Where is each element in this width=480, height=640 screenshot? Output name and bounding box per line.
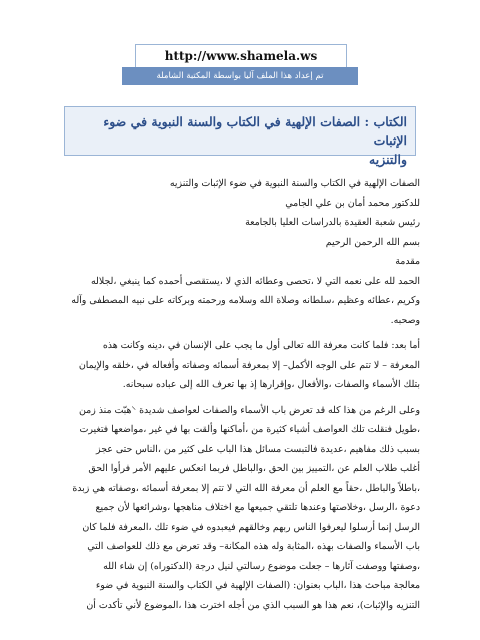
paragraph-line: التنزيه والإثبات)، نعم هذا هو السبب الذي من أجله اخترت هذا ،الموضوع لأني تأكدت أن bbox=[86, 599, 420, 611]
paragraph bbox=[60, 401, 420, 616]
generator-banner: تم إعداد هذا الملف آليا بواسطة المكتبة الشاملة bbox=[122, 67, 358, 85]
paragraph-line: ،باطلاً والباطل ،حقاً مع العلم أن معرفة الله التي لا تتم إلا بمعرفة أسمائه ،وصفاته هي زبدة bbox=[72, 482, 420, 494]
paragraph-line: وعلى الرغم من هذا كله قد تعرض باب الأسماء والصفات لعواصف شديدة ⸍هبّت منذ زمن bbox=[79, 404, 420, 416]
paragraph-line: دعوة ،الرسل ،وخلاصتها وعندها تلتقي جميعها مع اختلاف مناهجها ،وشرائعها لأن جميع bbox=[95, 502, 420, 513]
paragraph-line: أغلب طلاب العلم عن ،التمييز بين الحق ،والباطل فربما انعكس عليهم الأمر فرأوا الحق bbox=[88, 463, 420, 474]
document-body bbox=[60, 174, 420, 615]
paragraph bbox=[60, 336, 420, 395]
paragraph-line: بسبب ذلك مفاهيم ،عديدة فالتبست مسائل هذا الباب على كثير من ،الناس حتى عجز bbox=[96, 443, 420, 455]
author-name: للدكتور محمد أمان بن علي الجامي bbox=[285, 197, 420, 209]
author-position: رئيس شعبة العقيدة بالدراسات العليا بالجامعة bbox=[245, 217, 420, 228]
paragraph-line: باب الأسماء والصفات بهذه ،المثابة وله هذه المكانة– وقد تعرض مع ذلك للعواصف التي bbox=[87, 541, 420, 552]
paragraph-line: وكريم ،عطائه وعظيم ،سلطانه وصلاة الله وسلامه ورحمته وبركاته على نبيه المصطفى وآله bbox=[71, 295, 420, 306]
paragraph-line: أما بعد: فلما كانت معرفة الله تعالى أول ما يجب على الإنسان في ،دينه وكانت هذه bbox=[102, 340, 420, 351]
introduction-heading: مقدمة bbox=[395, 256, 420, 267]
paragraph-line: معالجة مباحث هذا ،الباب بعنوان: (الصفات الإلهية في الكتاب والسنة النبوية في ضوء bbox=[95, 580, 420, 591]
paragraph-line: ،وصفتها ووصفت آثارها – جعلت موضوع رسالتي لنيل درجة (الدكتوراه) إن شاء الله bbox=[103, 560, 420, 572]
book-title-line-1: الكتاب : الصفات الإلهية في الكتاب والسنة النبوية في ضوء الإثبات bbox=[103, 114, 407, 148]
paragraph-line: بتلك الأسماء والصفات ،والأفعال ،وإقرارها إذ بها تعرف الله إلى عباده سبحانه. bbox=[122, 379, 420, 390]
book-title-line-2: والتنزيه bbox=[369, 152, 407, 167]
paragraph bbox=[60, 272, 420, 331]
book-name: الصفات الإلهية في الكتاب والسنة النبوية في ضوء الإثبات والتنزيه bbox=[169, 178, 420, 189]
source-url[interactable]: http://www.shamela.ws bbox=[135, 44, 347, 68]
paragraph-line: الرسل إنما أرسلوا ليعرفوا الناس ربهم وخالقهم فيعبدوه في ضوء تلك ،المعرفة فلما كان bbox=[82, 521, 420, 533]
paragraph-line: الحمد لله على نعمه التي لا ،تحصى وعطائه الذي لا ،يستقصى أحمده كما ينبغي ،لجلاله bbox=[90, 275, 420, 287]
paragraph-line: ،طويل فنقلت تلك العواصف أشياء كثيرة من ،أماكنها وألقت بها في غير ،مواضعها فتغيرت bbox=[79, 424, 420, 435]
paragraph-line: المعرفة – لا تتم على الوجه الأكمل– إلا بمعرفة أسمائه وصفاته وأفعاله في ،خلقه والإيمان bbox=[78, 359, 420, 371]
paragraph-line: وصحبه. bbox=[390, 314, 420, 326]
basmala: بسم الله الرحمن الرحيم bbox=[325, 236, 420, 248]
book-title-box bbox=[64, 106, 416, 167]
